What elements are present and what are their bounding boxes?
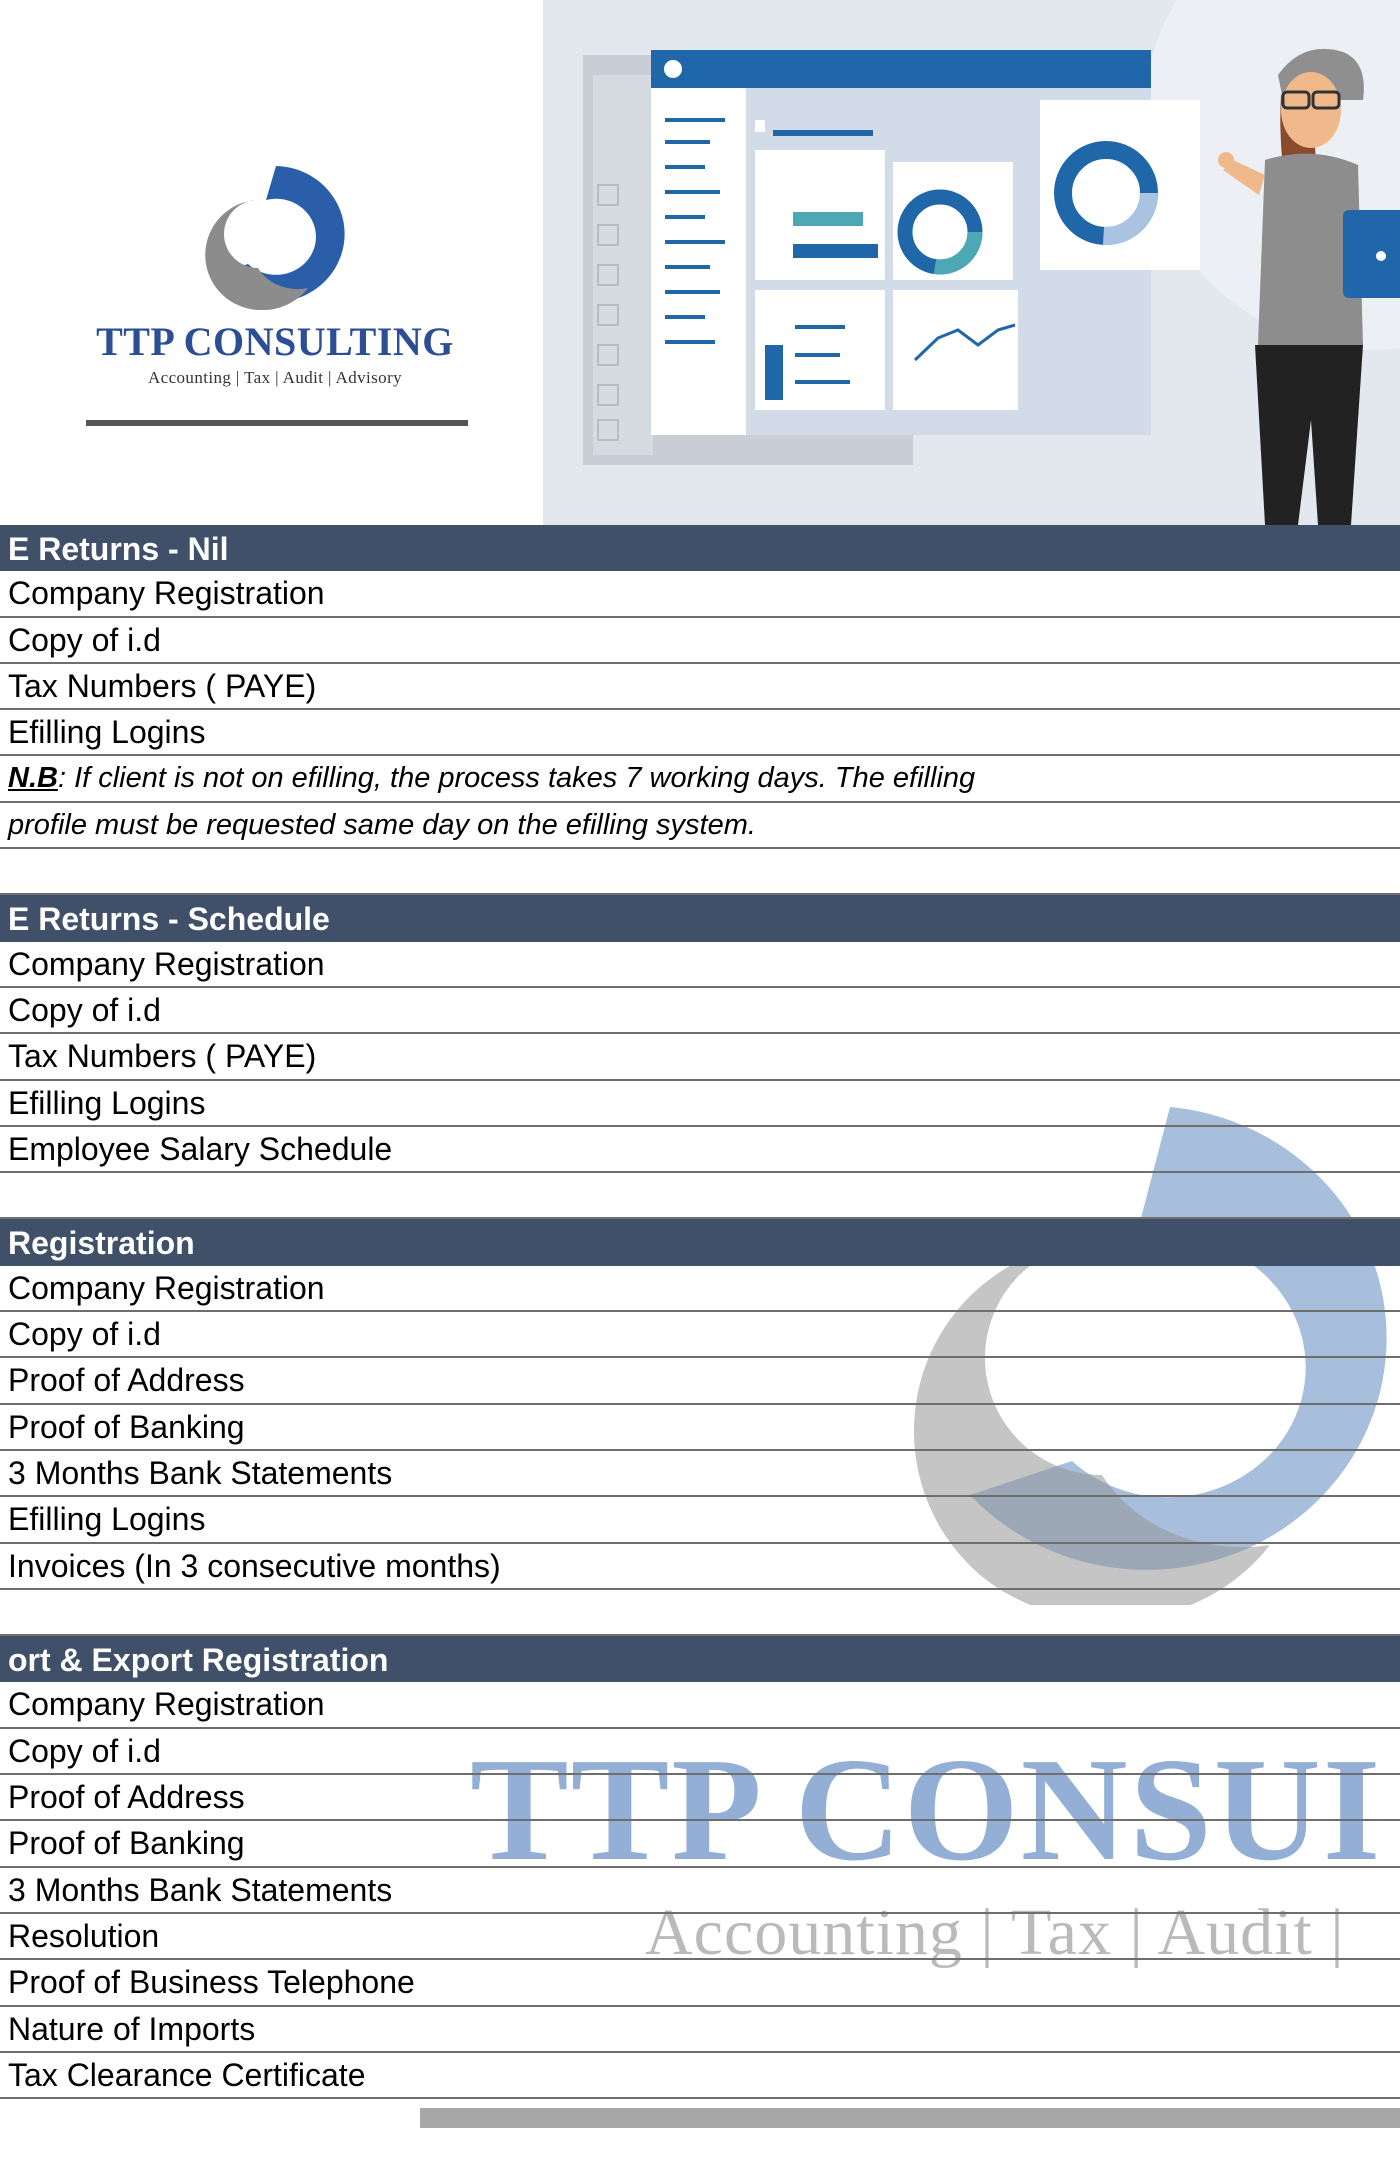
requirements-table — [0, 525, 1400, 2099]
spacer-row — [0, 849, 1400, 895]
note-text-line1: : If client is not on efilling, the process takes 7 working days. The efilling — [57, 762, 976, 795]
logo-block — [0, 0, 543, 525]
section-header-import-export-registration: ort & Export Registration — [0, 1636, 1400, 1682]
list-item: Copy of i.d — [0, 988, 1400, 1034]
section-header-e-returns-nil: E Returns - Nil — [0, 525, 1400, 571]
list-item: Invoices (In 3 consecutive months) — [0, 1544, 1400, 1590]
note-text-line2: profile must be requested same day on the efilling system. — [8, 808, 756, 841]
dashboard-illustration-icon — [543, 0, 1400, 525]
list-item: Company Registration — [0, 1682, 1400, 1728]
list-item: Proof of Business Telephone — [0, 1960, 1400, 2006]
list-item: Tax Numbers ( PAYE) — [0, 664, 1400, 710]
list-item: Proof of Address — [0, 1358, 1400, 1404]
logo-divider — [86, 420, 468, 426]
note-row — [0, 756, 1400, 802]
note-row — [0, 803, 1400, 849]
list-item: Proof of Banking — [0, 1405, 1400, 1451]
footer-grey-bar — [420, 2108, 1400, 2128]
spacer-row — [0, 1173, 1400, 1219]
list-item: 3 Months Bank Statements — [0, 1868, 1400, 1914]
logo-name: TTP CONSULTING — [96, 319, 454, 364]
list-item: Tax Clearance Certificate — [0, 2053, 1400, 2099]
list-item: Efilling Logins — [0, 710, 1400, 756]
list-item: Nature of Imports — [0, 2007, 1400, 2053]
watermark-name: TTP CONSUI — [470, 1728, 1383, 1892]
spacer-row — [0, 1590, 1400, 1636]
logo-tagline: Accounting | Tax | Audit | Advisory — [147, 368, 403, 387]
note-label: N.B — [8, 762, 58, 795]
list-item: Employee Salary Schedule — [0, 1127, 1400, 1173]
list-item: Resolution — [0, 1914, 1400, 1960]
section-header-registration: Registration — [0, 1219, 1400, 1265]
list-item: Company Registration — [0, 1266, 1400, 1312]
list-item: Proof of Banking — [0, 1821, 1400, 1867]
list-item: Company Registration — [0, 571, 1400, 617]
list-item: Efilling Logins — [0, 1081, 1400, 1127]
list-item: Copy of i.d — [0, 618, 1400, 664]
list-item: Efilling Logins — [0, 1497, 1400, 1543]
list-item: Copy of i.d — [0, 1729, 1400, 1775]
watermark-tagline: Accounting | Tax | Audit | — [645, 1896, 1345, 1969]
list-item: Copy of i.d — [0, 1312, 1400, 1358]
page-header — [0, 0, 1400, 525]
list-item: Tax Numbers ( PAYE) — [0, 1034, 1400, 1080]
list-item: Company Registration — [0, 942, 1400, 988]
ttp-logo-icon — [196, 160, 356, 310]
section-header-e-returns-schedule: E Returns - Schedule — [0, 895, 1400, 941]
list-item: 3 Months Bank Statements — [0, 1451, 1400, 1497]
list-item: Proof of Address — [0, 1775, 1400, 1821]
